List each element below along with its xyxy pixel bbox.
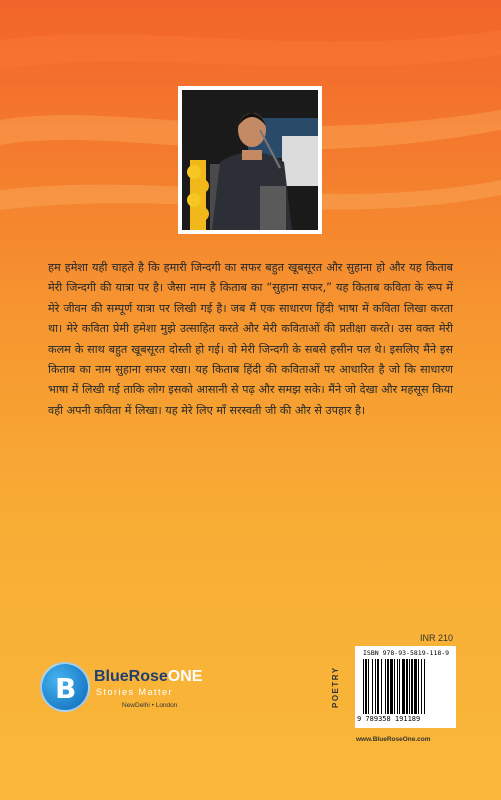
author-photo [178,86,322,234]
author-photo-image [182,90,318,230]
publisher-website: www.BlueRoseOne.com [356,736,431,743]
isbn-bottom-text: 9 789358 191189 [357,715,421,723]
publisher-cities: NewDelhi • London [122,702,178,709]
back-cover-blurb: हम हमेशा यही चाहते है कि हमारी जिन्दगी का सफर बहुत खूबसूरत और सुहाना हो और यह किताब मेरी जिन्दगी की यात्रा पर है। जैसा नाम है किताब का “सुहाना सफर,” यह किताब कविता के रूप में मेरे जीवन की सम्पूर्ण यात्रा पर लिखी गई है। जब मैं एक साधारण हिंदी भाषा में कविता लिखा करता था। मेरे कविता प्रेमी हमेशा मुझे उत्साहित करते और मेरी कविताओं की प्रतीक्षा करते। उस वक्त मेरी कलम के साथ बहुत खूबसूरत दोस्ती हो गई। वो मेरी जिन्दगी के सबसे हसीन पल थे। इसलिए मैंने इस किताब का नाम सुहाना सफर रखा। यह किताब हिंदी की कविताओं पर आधारित है जो कि साधारण भाषा में लिखी गई ताकि लोग इसको आसानी से पढ़ और समझ सके। मैंने जो देखा और महसूस किया वही अपनी कविता में लिखा। यह मेरे लिए माँ सरस्वती जी की और से उपहार है। [48,261,453,417]
price-label: INR 210 [420,633,454,643]
barcode-bars [363,659,448,714]
category-label: POETRY [331,666,340,709]
isbn-top-text: ISBN 978-93-5819-118-9 [363,649,450,657]
isbn-barcode [355,646,456,728]
publisher-name: BlueRoseONE [94,668,203,685]
publisher-tagline: Stories Matter [96,687,174,697]
bluerose-logo-icon: B [40,662,90,712]
publisher-logo [40,662,203,722]
